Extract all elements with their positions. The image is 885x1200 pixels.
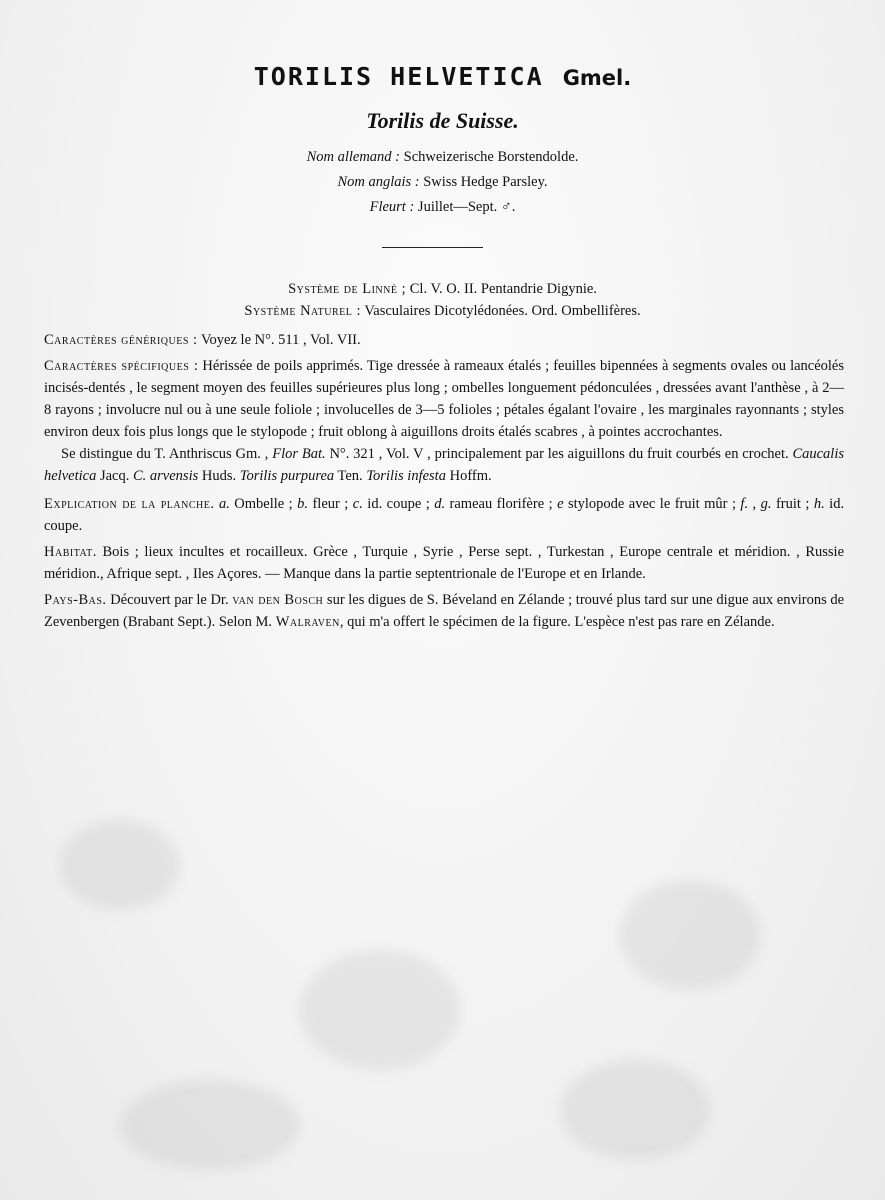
species-author: Gmel. — [562, 66, 632, 90]
habitat-text: Bois ; lieux incultes et rocailleux. Grèce , Turquie , Syrie , Perse sept. , Turkestan , Europe centrale et méridion. , Russie méridion., Afrique sept. , Iles Açores. — Manque dans la partie septentrionale de l'Europe et en Irlande. — [44, 544, 845, 582]
text-run: fruit ; — [775, 496, 810, 512]
text-run: Ombelle ; — [234, 496, 293, 512]
name-label: Nom anglais : — [337, 174, 420, 190]
text-run: , qui m'a offert le spécimen de la figure. L'espèce n'est pas rare en Zélande. — [339, 614, 775, 630]
page-subtitle: Torilis de Suisse. — [366, 108, 519, 133]
text-run-italic: Caucalis helvetica — [44, 446, 845, 484]
distinguishing-text — [44, 443, 844, 487]
natural-label: Système Naturel : — [244, 303, 362, 319]
text-run: Jacq. — [99, 468, 130, 484]
natural-value: Vasculaires Dicotylédonées. Ord. Ombellifères. — [364, 303, 641, 319]
plate-explanation — [44, 493, 844, 537]
text-run-italic: f. , — [740, 496, 757, 512]
text-run-italic: e — [557, 496, 564, 512]
paper-stain — [620, 880, 760, 990]
text-run: stylopode avec le fruit mûr ; — [567, 496, 736, 512]
body-text — [44, 329, 844, 633]
text-run: Huds. — [201, 468, 237, 484]
name-label: Fleurt : — [369, 199, 415, 215]
habitat — [44, 541, 844, 585]
text-run-italic: Torilis infesta — [366, 468, 446, 484]
name-row-flowering — [0, 195, 885, 220]
text-run-italic: h. — [813, 496, 825, 512]
text-run-italic: a. — [218, 496, 230, 512]
name-value: Schweizerische Borstendolde. — [403, 149, 579, 165]
text-run: id. coupe. — [44, 496, 845, 534]
text-run: Ten. — [337, 468, 363, 484]
page-title — [0, 62, 885, 91]
paper-stain — [120, 1080, 300, 1170]
name-row-german — [0, 145, 885, 170]
text-run-italic: b. — [297, 496, 309, 512]
specific-label: Caractères spécifiques : — [44, 358, 199, 374]
text-run-italic: Torilis purpurea — [239, 468, 335, 484]
text-run: rameau florifère ; — [449, 496, 553, 512]
text-run-italic: C. arvensis — [132, 468, 199, 484]
text-run-italic: c. — [352, 496, 363, 512]
name-label: Nom allemand : — [306, 149, 401, 165]
generic-label: Caractères génériques : — [44, 332, 198, 348]
specific-text: Hérissée de poils apprimés. Tige dressée à rameaux étalés ; feuilles bipennées à segments ovales ou lancéolés incisés-dentés , le segment moyen des feuilles supérieures plus long ; ombelles longuement pédonculées , dressées avant l'anthèse , à 2—8 rayons ; involucre nul ou à une seule foliole ; involucelles de 3—5 folioles ; pétales égalant l'ovaire , les marginales rayonnants ; styles environ deux fois plus longs que le stylopode ; fruit oblong à aiguillons droits étalés scabres , à pointes accrochantes. — [44, 358, 845, 440]
netherlands — [44, 589, 844, 633]
generic-text: Voyez le N°. 511 , Vol. VII. — [200, 332, 361, 348]
divider — [382, 247, 483, 248]
text-run: sur les digues de S. Béveland en Zélande ; trouvé plus tard sur une digue aux environs de Zevenbergen (Brabant Sept.). Selon M. — [44, 592, 845, 630]
text-run: fleur ; — [312, 496, 349, 512]
person-name: van den Bosch — [232, 592, 324, 608]
generic-characters — [44, 329, 844, 351]
netherlands-label: Pays-Bas. — [44, 592, 107, 608]
explanation-label: Explication de la planche. — [44, 496, 215, 512]
text-run: Hoffm. — [449, 468, 492, 484]
name-row-english — [0, 170, 885, 195]
text-run: Se distingue du T. Anthriscus Gm. , — [61, 446, 269, 462]
linne-label: Système de Linné ; — [288, 281, 407, 297]
linne-system — [0, 281, 885, 298]
natural-system — [0, 303, 885, 320]
text-run: N°. 321 , Vol. V , principalement par les aiguillons du fruit courbés en crochet. — [329, 446, 789, 462]
habitat-label: Habitat. — [44, 544, 97, 560]
person-name: Walraven — [275, 614, 340, 630]
text-run-italic: g. — [760, 496, 772, 512]
text-run: Découvert par le Dr. — [110, 592, 229, 608]
text-run: id. coupe ; — [367, 496, 430, 512]
linne-value: Cl. V. O. II. Pentandrie Digynie. — [409, 281, 597, 297]
text-run-italic: Flor Bat. — [272, 446, 326, 462]
paper-stain — [560, 1060, 710, 1160]
paper-stain — [300, 950, 460, 1070]
paper-stain — [60, 820, 180, 910]
common-names — [0, 145, 885, 220]
species-name: TORILIS HELVETICA — [253, 62, 544, 91]
name-value: Swiss Hedge Parsley. — [423, 174, 548, 190]
specific-characters — [44, 355, 844, 443]
text-run-italic: d. — [434, 496, 446, 512]
name-value: Juillet—Sept. ♂. — [417, 199, 516, 215]
